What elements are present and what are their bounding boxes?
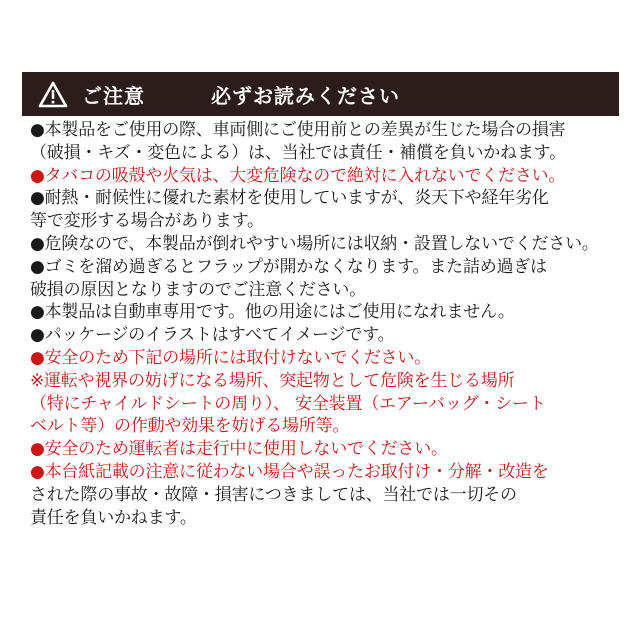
- caution-header: [22, 72, 619, 116]
- caution-line: ●危険なので、本製品が倒れやすい場所には収納・設置しないでください。: [30, 233, 599, 254]
- caution-line: 責任を負いかねます。: [30, 507, 197, 528]
- caution-line: ●本台紙記載の注意に従わない場合や誤ったお取付け・分解・改造を: [30, 461, 549, 482]
- caution-line: ベルト等）の作動や効果を妨げる場所等。: [30, 416, 350, 437]
- caution-line: 破損の原因となりますのでご注意ください。: [30, 279, 366, 300]
- caution-line: ●パッケージのイラストはすべてイメージです。: [30, 325, 395, 346]
- caution-line: ●安全のため下記の場所には取付けないでください。: [30, 347, 432, 368]
- warning-triangle-icon: [36, 79, 70, 109]
- header-subtitle: 必ずお読みください: [211, 83, 400, 108]
- caution-line: ●タバコの吸殻や火気は、大変危険なので絶対に入れないでください。: [30, 165, 566, 186]
- caution-list: [30, 119, 622, 529]
- caution-line: ●本製品をご使用の際、車両側にご使用前との差異が生じた場合の損害: [30, 120, 566, 140]
- caution-line: ●耐熱・耐候性に優れた素材を使用していますが、炎天下や経年劣化: [30, 188, 549, 209]
- caution-line: ●安全のため運転者は走行中に使用しないでください。: [30, 439, 448, 460]
- caution-line: 等で変形する場合があります。: [30, 211, 264, 232]
- caution-line: ※運転や視界の妨げになる場所、突起物として危険を生じる場所: [30, 370, 515, 391]
- caution-line: ●ゴミを溜め過ぎるとフラップが開かなくなります。また詰め過ぎは: [30, 256, 547, 277]
- caution-line: （特にチャイルドシートの周り）、 安全装置（エアーバッグ・シート: [30, 393, 546, 414]
- caution-line: （破損・キズ・変色による）は、当社では責任・補償を負いかねます。: [30, 142, 566, 163]
- header-title: ご注意: [82, 83, 145, 108]
- caution-line: ●本製品は自動車専用です。他の用途にはご使用になれません。: [30, 302, 515, 323]
- caution-line: された際の事故・故障・損害につきましては、当社では一切その: [30, 484, 517, 505]
